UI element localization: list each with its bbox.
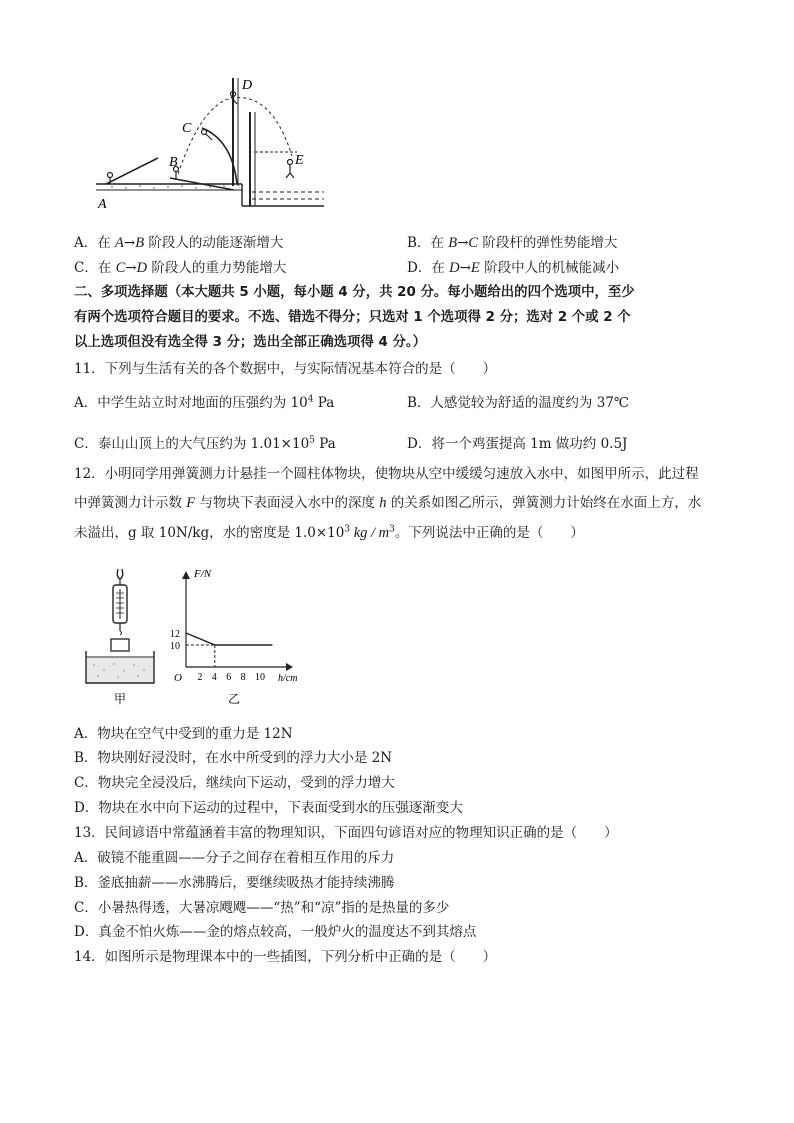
q12-option-a: A．物块在空气中受到的重力是 12N [74, 726, 293, 742]
x-axis-arrow [286, 663, 293, 671]
q13-option-c: C．小暑热得透，大暑凉飕飕——“热”和“凉”指的是热量的多少 [74, 900, 450, 916]
q11-stem: 11．下列与生活有关的各个数据中，与实际情况基本符合的是（ ） [74, 361, 497, 377]
fig-jia-label: 甲 [114, 692, 127, 706]
graph-origin: O [174, 672, 182, 684]
q12-option-b: B．物块刚好浸没时，在水中所受到的浮力大小是 2N [74, 750, 393, 766]
q13-stem: 13．民间谚语中常蕴涵着丰富的物理知识，下面四句谚语对应的物理知识正确的是（ ） [74, 825, 618, 841]
q10-option-d: D．在 D→E 阶段中人的机械能减小 [407, 260, 620, 276]
q12-line2: 中弹簧测力计示数 F 与物块下表面浸入水中的深度 h 的关系如图乙所示，弹簧测力计始终在水面上方，水 [74, 495, 702, 511]
y-axis-arrow [182, 571, 190, 579]
fh-graph-svg [168, 565, 308, 710]
spring-scale-svg [80, 565, 160, 710]
x-tick-label: 4 [211, 672, 217, 683]
x-tick-label: 8 [240, 672, 246, 683]
x-tick-label: 2 [197, 672, 203, 683]
fig-label-C: C [182, 121, 192, 136]
fig-yi-label: 乙 [228, 692, 241, 706]
y-tick-label: 12 [170, 629, 180, 640]
q10-option-c: C．在 C→D 阶段人的重力势能增大 [74, 260, 287, 276]
q12-figure-yi [168, 565, 308, 710]
fig-label-E: E [295, 153, 304, 168]
q12-line3: 未溢出，g 取 10N/kg，水的密度是 $1.0\times 10^3$ kg / $m^3$。下列说法中正确的是（ ） [74, 524, 584, 541]
q11-option-b: B．人感觉较为舒适的温度约为 37℃ [407, 395, 629, 411]
section2-line1: 二、多项选择题（本大题共 5 小题，每小题 4 分，共 20 分。每小题给出的四个选项中，至少 [74, 285, 635, 300]
q11-option-c: C．泰山山顶上的大气压约为 $1.01\times 10^5$ Pa [74, 435, 336, 452]
q12-figure-jia [80, 565, 160, 710]
series-line [186, 633, 272, 645]
fig-label-A: A [98, 197, 107, 212]
q13-option-d: D．真金不怕火炼——金的熔点较高，一般炉火的温度达不到其熔点 [74, 924, 477, 940]
pole-vault-figure [92, 74, 332, 216]
x-tick-label: 6 [226, 672, 232, 683]
q11-option-d: D．将一个鸡蛋提高 1m 做功约 0.5J [407, 436, 628, 452]
section2-line2: 有两个选项符合题目的要求。不选、错选不得分；只选对 1 个选项得 2 分；选对 2 个或 2 个 [74, 310, 631, 325]
q13-option-a: A．破镜不能重圆——分子之间存在着相互作用的斥力 [74, 850, 395, 866]
y-axis-label: F/N [194, 568, 212, 580]
x-axis-label: h/cm [278, 673, 298, 684]
q12-option-c: C．物块完全浸没后，继续向下运动，受到的浮力增大 [74, 775, 395, 791]
q11-option-a: A．中学生站立时对地面的压强约为 $10^4$ Pa [74, 394, 335, 411]
q12-line1: 12．小明同学用弹簧测力计悬挂一个圆柱体物块，使物块从空中缓缓匀速放入水中，如图甲所示，此过程 [74, 466, 699, 482]
fig-label-D: D [242, 78, 253, 93]
y-tick-label: 10 [170, 641, 180, 652]
q13-option-b: B．釜底抽薪——水沸腾后，要继续吸热才能持续沸腾 [74, 875, 395, 891]
x-tick-label: 10 [255, 672, 265, 683]
pole-vault-svg [92, 74, 332, 216]
q14-stem: 14．如图所示是物理课本中的一些插图，下列分析中正确的是（ ） [74, 949, 497, 965]
q10-option-b: B．在 B→C 阶段杆的弹性势能增大 [407, 235, 618, 251]
q12-option-d: D．物块在水中向下运动的过程中，下表面受到水的压强逐渐变大 [74, 800, 463, 816]
section2-line3: 以上选项但没有选全得 3 分；选出全部正确选项得 4 分。） [74, 335, 426, 350]
fig-label-B: B [169, 155, 178, 170]
q10-option-a: A．在 A→B 阶段人的动能逐渐增大 [74, 235, 284, 251]
